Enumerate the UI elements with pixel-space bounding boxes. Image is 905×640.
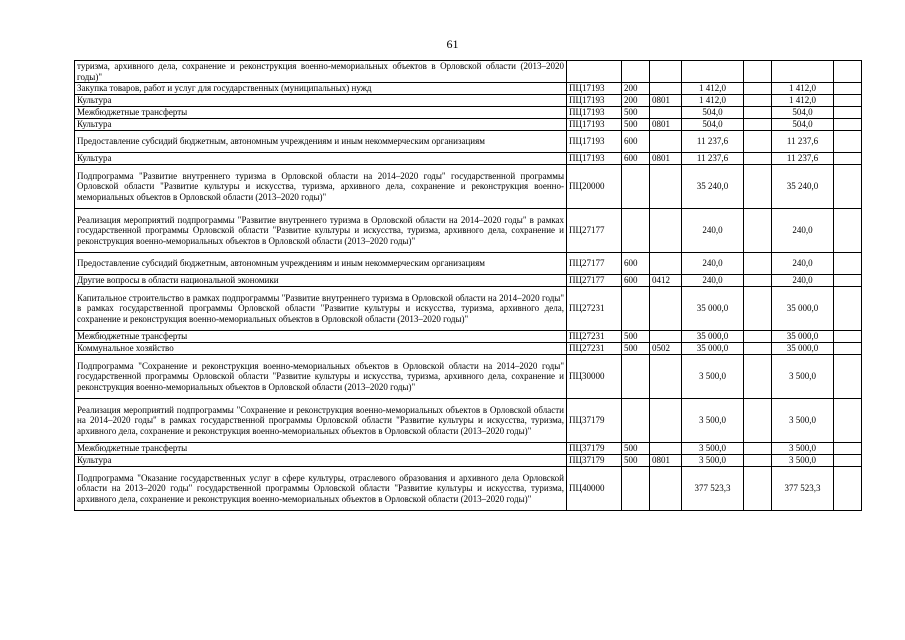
table-row — [75, 131, 862, 153]
row-empty-cell — [744, 107, 772, 119]
row-expense-type-cell: 500 — [622, 455, 650, 467]
table-row — [75, 61, 862, 83]
row-empty-cell — [744, 95, 772, 107]
row-empty-cell — [744, 399, 772, 443]
row-empty-cell — [834, 275, 862, 287]
table-row — [75, 399, 862, 443]
row-expense-type-cell: 600 — [622, 153, 650, 165]
row-expense-type-cell: 500 — [622, 331, 650, 343]
row-section-cell — [650, 467, 682, 511]
row-code-cell: ПЦ40000 — [567, 467, 622, 511]
row-expense-type-cell: 200 — [622, 95, 650, 107]
row-empty-cell — [834, 343, 862, 355]
row-expense-type-cell — [622, 165, 650, 209]
row-name-cell: Другие вопросы в области национальной экономики — [75, 275, 567, 287]
row-name-cell: Реализация мероприятий подпрограммы "Развитие внутреннего туризма в Орловской области на 2014–2020 годы" в рамках государственной программы Орловской области "Развитие культуры и искусства, туризма, архивного дела, сохранение и реконструкция военно-мемориальных объектов в Орловской области (2013–2020 годы)" — [75, 209, 567, 253]
row-code-cell: ПЦ27231 — [567, 287, 622, 331]
row-amount-1-cell: 3 500,0 — [682, 443, 744, 455]
row-expense-type-cell — [622, 467, 650, 511]
row-section-cell — [650, 83, 682, 95]
row-amount-1-cell: 35 000,0 — [682, 331, 744, 343]
row-section-cell — [650, 399, 682, 443]
row-section-cell — [650, 107, 682, 119]
row-amount-2-cell: 35 000,0 — [772, 343, 834, 355]
row-name-cell: Подпрограмма "Оказание государственных услуг в сфере культуры, отраслевого образования и архивного дела Орловской области на 2013–2020 годы" государственной программы Орловской области "Развитие культуры и искусства, туризма, архивного дела, сохранение и реконструкция военно-мемориальных объектов в Орловской области (2013–2020 годы)" — [75, 467, 567, 511]
table-row — [75, 455, 862, 467]
row-amount-1-cell: 3 500,0 — [682, 455, 744, 467]
row-code-cell: ПЦ17193 — [567, 95, 622, 107]
row-empty-cell — [834, 355, 862, 399]
page-number: 61 — [446, 37, 459, 51]
row-expense-type-cell: 500 — [622, 443, 650, 455]
row-expense-type-cell — [622, 399, 650, 443]
row-empty-cell — [744, 443, 772, 455]
row-amount-2-cell: 3 500,0 — [772, 443, 834, 455]
row-empty-cell — [744, 165, 772, 209]
row-amount-2-cell: 240,0 — [772, 253, 834, 275]
row-expense-type-cell — [622, 355, 650, 399]
table-row — [75, 343, 862, 355]
row-section-cell — [650, 209, 682, 253]
row-code-cell: ПЦ37179 — [567, 443, 622, 455]
row-name-cell: Коммунальное хозяйство — [75, 343, 567, 355]
row-empty-cell — [834, 107, 862, 119]
row-code-cell: ПЦ17193 — [567, 131, 622, 153]
row-section-cell — [650, 443, 682, 455]
table-row — [75, 209, 862, 253]
row-code-cell: ПЦ37179 — [567, 399, 622, 443]
row-empty-cell — [834, 253, 862, 275]
row-name-cell: Культура — [75, 95, 567, 107]
table-row — [75, 153, 862, 165]
row-expense-type-cell: 600 — [622, 253, 650, 275]
row-empty-cell — [834, 331, 862, 343]
row-empty-cell — [834, 467, 862, 511]
row-amount-2-cell: 1 412,0 — [772, 95, 834, 107]
row-amount-2-cell: 377 523,3 — [772, 467, 834, 511]
row-section-cell: 0801 — [650, 95, 682, 107]
row-name-cell: Закупка товаров, работ и услуг для государственных (муниципальных) нужд — [75, 83, 567, 95]
row-section-cell — [650, 355, 682, 399]
row-name-cell: Реализация мероприятий подпрограммы "Сохранение и реконструкция военно-мемориальных объектов в Орловской области на 2014–2020 годы" в рамках государственной программы Орловской области "Развитие культуры и искусства, туризма, архивного дела, сохранение и реконструкция военно-мемориальных объектов в Орловской области (2013–2020 годы)" — [75, 399, 567, 443]
row-amount-2-cell: 1 412,0 — [772, 83, 834, 95]
row-expense-type-cell — [622, 61, 650, 83]
row-code-cell: ПЦ17193 — [567, 153, 622, 165]
row-empty-cell — [744, 153, 772, 165]
row-amount-1-cell: 35 240,0 — [682, 165, 744, 209]
table-row — [75, 467, 862, 511]
row-section-cell — [650, 165, 682, 209]
table-row — [75, 275, 862, 287]
row-amount-2-cell: 35 000,0 — [772, 287, 834, 331]
row-section-cell — [650, 253, 682, 275]
row-code-cell: ПЦ27177 — [567, 275, 622, 287]
row-amount-1-cell: 3 500,0 — [682, 399, 744, 443]
row-expense-type-cell: 500 — [622, 119, 650, 131]
row-section-cell: 0801 — [650, 455, 682, 467]
row-amount-1-cell: 1 412,0 — [682, 83, 744, 95]
row-code-cell: ПЦ17193 — [567, 119, 622, 131]
row-code-cell: ПЦ27177 — [567, 209, 622, 253]
table-row — [75, 119, 862, 131]
row-empty-cell — [834, 95, 862, 107]
row-amount-1-cell: 11 237,6 — [682, 153, 744, 165]
row-empty-cell — [834, 165, 862, 209]
row-amount-1-cell: 3 500,0 — [682, 355, 744, 399]
row-section-cell: 0801 — [650, 119, 682, 131]
row-amount-2-cell: 240,0 — [772, 275, 834, 287]
row-empty-cell — [744, 131, 772, 153]
row-amount-2-cell: 504,0 — [772, 119, 834, 131]
row-empty-cell — [744, 83, 772, 95]
row-empty-cell — [834, 153, 862, 165]
row-empty-cell — [834, 61, 862, 83]
row-amount-1-cell — [682, 61, 744, 83]
row-amount-2-cell: 504,0 — [772, 107, 834, 119]
row-empty-cell — [744, 253, 772, 275]
row-name-cell: Межбюджетные трансферты — [75, 443, 567, 455]
table-row — [75, 95, 862, 107]
row-amount-1-cell: 377 523,3 — [682, 467, 744, 511]
row-amount-1-cell: 1 412,0 — [682, 95, 744, 107]
row-name-cell: Межбюджетные трансферты — [75, 331, 567, 343]
row-amount-1-cell: 240,0 — [682, 275, 744, 287]
row-code-cell: ПЦ17193 — [567, 83, 622, 95]
row-empty-cell — [744, 355, 772, 399]
row-section-cell — [650, 331, 682, 343]
row-empty-cell — [834, 83, 862, 95]
table-row — [75, 107, 862, 119]
row-amount-2-cell: 35 000,0 — [772, 331, 834, 343]
row-empty-cell — [744, 61, 772, 83]
row-amount-2-cell: 240,0 — [772, 209, 834, 253]
row-name-cell: Культура — [75, 153, 567, 165]
row-amount-1-cell: 504,0 — [682, 107, 744, 119]
row-amount-2-cell — [772, 61, 834, 83]
table-row — [75, 443, 862, 455]
table-row — [75, 165, 862, 209]
row-amount-1-cell: 504,0 — [682, 119, 744, 131]
row-amount-2-cell: 11 237,6 — [772, 153, 834, 165]
row-empty-cell — [834, 209, 862, 253]
row-empty-cell — [744, 467, 772, 511]
row-name-cell: Культура — [75, 119, 567, 131]
table-row — [75, 287, 862, 331]
row-amount-1-cell: 240,0 — [682, 209, 744, 253]
row-name-cell: Подпрограмма "Сохранение и реконструкция военно-мемориальных объектов в Орловской области на 2014–2020 годы" государственной программы Орловской области "Развитие культуры и искусства, туризма, архивного дела, сохранение и реконструкция военно-мемориальных объектов в Орловской области (2013–2020 годы)" — [75, 355, 567, 399]
row-empty-cell — [744, 455, 772, 467]
row-expense-type-cell: 600 — [622, 275, 650, 287]
row-name-cell: Межбюджетные трансферты — [75, 107, 567, 119]
row-empty-cell — [744, 343, 772, 355]
row-empty-cell — [834, 287, 862, 331]
row-amount-1-cell: 240,0 — [682, 253, 744, 275]
row-empty-cell — [744, 209, 772, 253]
row-section-cell — [650, 61, 682, 83]
row-code-cell: ПЦ17193 — [567, 107, 622, 119]
row-empty-cell — [834, 443, 862, 455]
row-name-cell: туризма, архивного дела, сохранение и реконструкция военно-мемориальных объектов в Орловской области (2013–2020 годы)" — [75, 61, 567, 83]
table-row — [75, 355, 862, 399]
row-name-cell: Подпрограмма "Развитие внутреннего туризма в Орловской области на 2014–2020 годы" государственной программы Орловской области "Развитие культуры и искусства, туризма, архивного дела, сохранение и реконструкция военно-мемориальных объектов в Орловской области (2013–2020 годы)" — [75, 165, 567, 209]
table-row — [75, 331, 862, 343]
row-empty-cell — [744, 287, 772, 331]
row-name-cell: Предоставление субсидий бюджетным, автономным учреждениям и иным некоммерческим организациям — [75, 253, 567, 275]
row-expense-type-cell: 200 — [622, 83, 650, 95]
row-section-cell — [650, 131, 682, 153]
row-code-cell: ПЦ20000 — [567, 165, 622, 209]
row-amount-2-cell: 3 500,0 — [772, 399, 834, 443]
row-empty-cell — [744, 119, 772, 131]
budget-table — [74, 60, 862, 511]
row-empty-cell — [744, 331, 772, 343]
row-amount-1-cell: 35 000,0 — [682, 287, 744, 331]
row-empty-cell — [834, 455, 862, 467]
row-amount-2-cell: 35 240,0 — [772, 165, 834, 209]
row-expense-type-cell: 500 — [622, 343, 650, 355]
row-empty-cell — [834, 399, 862, 443]
row-amount-1-cell: 35 000,0 — [682, 343, 744, 355]
row-amount-2-cell: 11 237,6 — [772, 131, 834, 153]
row-empty-cell — [834, 119, 862, 131]
row-code-cell — [567, 61, 622, 83]
row-section-cell: 0801 — [650, 153, 682, 165]
row-name-cell: Предоставление субсидий бюджетным, автономным учреждениям и иным некоммерческим организациям — [75, 131, 567, 153]
row-name-cell: Капитальное строительство в рамках подпрограммы "Развитие внутреннего туризма в Орловской области на 2014–2020 годы" в рамках государственной программы Орловской области "Развитие культуры и искусства, туризма, архивного дела, сохранение и реконструкция военно-мемориальных объектов в Орловской области (2013–2020 годы)" — [75, 287, 567, 331]
row-empty-cell — [834, 131, 862, 153]
row-amount-2-cell: 3 500,0 — [772, 455, 834, 467]
row-code-cell: ПЦ27231 — [567, 343, 622, 355]
row-section-cell: 0502 — [650, 343, 682, 355]
table-row — [75, 83, 862, 95]
row-code-cell: ПЦ27177 — [567, 253, 622, 275]
table-row — [75, 253, 862, 275]
row-expense-type-cell: 600 — [622, 131, 650, 153]
row-empty-cell — [744, 275, 772, 287]
row-amount-2-cell: 3 500,0 — [772, 355, 834, 399]
row-code-cell: ПЦ27231 — [567, 331, 622, 343]
row-code-cell: ПЦ30000 — [567, 355, 622, 399]
row-code-cell: ПЦ37179 — [567, 455, 622, 467]
row-section-cell — [650, 287, 682, 331]
row-expense-type-cell — [622, 209, 650, 253]
row-section-cell: 0412 — [650, 275, 682, 287]
row-expense-type-cell — [622, 287, 650, 331]
row-amount-1-cell: 11 237,6 — [682, 131, 744, 153]
row-expense-type-cell: 500 — [622, 107, 650, 119]
row-name-cell: Культура — [75, 455, 567, 467]
